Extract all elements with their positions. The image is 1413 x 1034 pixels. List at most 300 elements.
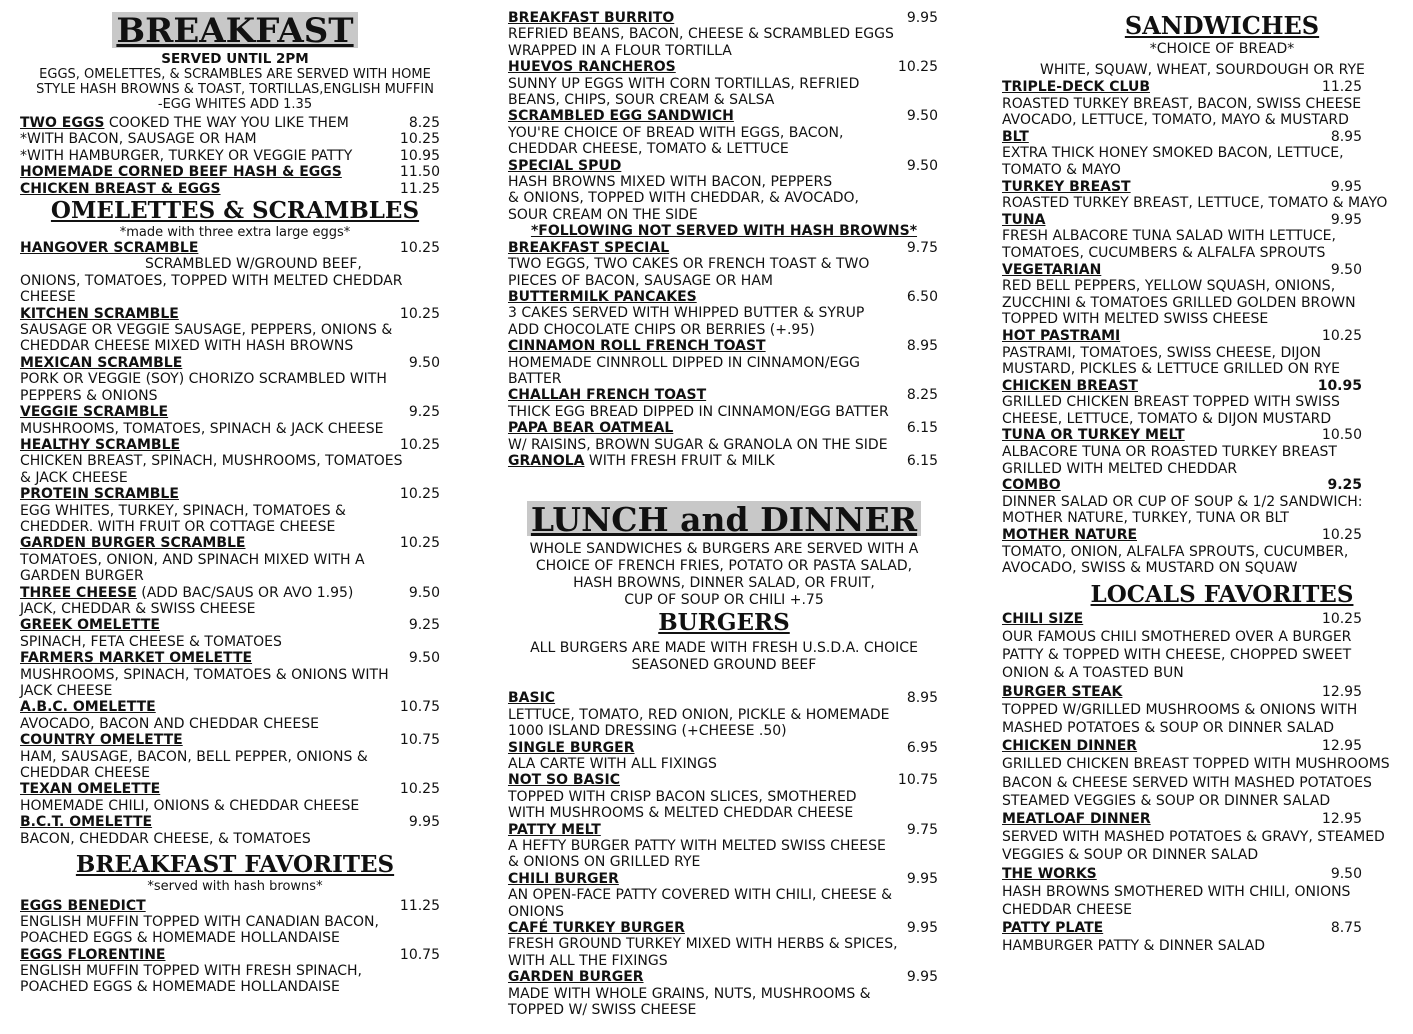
menu-item-title <box>508 387 706 403</box>
item-name: PROTEIN SCRAMBLE <box>20 486 179 503</box>
item-price: 8.75 <box>1330 920 1362 937</box>
column-sandwiches <box>1002 0 1413 1034</box>
menu-item-title <box>20 898 146 914</box>
item-description: BACON, CHEDDAR CHEESE, & TOMATOES <box>20 830 311 847</box>
item-description: EGG WHITES, TURKEY, SPINACH, TOMATOES & <box>20 502 346 519</box>
menu-item-header <box>20 650 440 666</box>
item-name: MEXICAN SCRAMBLE <box>20 354 183 371</box>
sandwiches-title: SANDWICHES <box>1124 11 1320 40</box>
menu-item <box>1002 79 1382 129</box>
menu-item-header <box>20 947 440 963</box>
menu-item <box>20 404 440 437</box>
item-price: 10.25 <box>399 305 440 322</box>
menu-item <box>20 898 440 947</box>
menu-item <box>1002 610 1362 683</box>
menu-item-header <box>1002 212 1382 229</box>
menu-item <box>20 486 440 535</box>
item-description: MOTHER NATURE, TURKEY, TUNA OR BLT <box>1002 510 1289 527</box>
item-price: 8.95 <box>1330 128 1362 145</box>
item-description: FRESH GROUND TURKEY MIXED WITH HERBS & SPICES, <box>508 936 898 953</box>
menu-line <box>20 131 440 147</box>
item-price: 9.95 <box>408 814 440 831</box>
breakfast-note-3: -EGG WHITES ADD 1.35 <box>157 97 313 112</box>
menu-item-title <box>20 355 182 371</box>
menu-item-title <box>20 814 152 830</box>
menu-item-title <box>1002 378 1138 395</box>
menu-item-title <box>20 486 179 502</box>
item-description: ENGLISH MUFFIN TOPPED WITH FRESH SPINACH, <box>20 962 362 979</box>
item-description: CHEDDAR CHEESE, TOMATO & LETTUCE <box>508 141 789 158</box>
item-price: 8.95 <box>906 338 938 355</box>
item-name: CHALLAH FRENCH TOAST <box>508 387 707 404</box>
lunch-header-wrap <box>508 500 940 540</box>
menu-item-header <box>1002 328 1382 345</box>
hash-browns-notice: *FOLLOWING NOT SERVED WITH HASH BROWNS* <box>530 223 918 240</box>
item-description: OUR FAMOUS CHILI SMOTHERED OVER A BURGER <box>1002 629 1352 646</box>
menu-item <box>508 920 938 969</box>
menu-item-header <box>20 585 440 601</box>
item-description: GRILLED CHICKEN BREAST TOPPED WITH SWISS <box>1002 394 1340 411</box>
item-price: 10.25 <box>1321 610 1362 627</box>
item-name: MOTHER NATURE <box>1002 527 1138 544</box>
item-description: MADE WITH WHOLE GRAINS, NUTS, MUSHROOMS & <box>508 985 871 1002</box>
item-description: HASH BROWNS MIXED WITH BACON, PEPPERS <box>508 174 833 191</box>
menu-item <box>1002 810 1385 865</box>
item-description: TWO EGGS, TWO CAKES OR FRENCH TOAST & TWO <box>508 256 870 273</box>
menu-item-title <box>20 617 160 633</box>
item-name: FARMERS MARKET OMELETTE <box>20 650 253 667</box>
item-description: SPINACH, FETA CHEESE & TOMATOES <box>20 633 282 650</box>
item-description: CHICKEN BREAST, SPINACH, MUSHROOMS, TOMATOES <box>20 453 403 470</box>
item-description: HOMEMADE CHILI, ONIONS & CHEDDAR CHEESE <box>20 797 360 814</box>
menu-item-header <box>20 814 440 830</box>
item-name: VEGGIE SCRAMBLE <box>20 404 169 421</box>
item-description: CHEDDAR CHEESE MIXED WITH HASH BROWNS <box>20 338 354 355</box>
menu-item-header <box>508 772 938 788</box>
menu-item-header <box>508 969 938 985</box>
menu-item-title <box>20 699 156 715</box>
item-description: 3 CAKES SERVED WITH WHIPPED BUTTER & SYRUP <box>508 305 865 322</box>
menu-item-header <box>508 420 938 436</box>
item-price: 8.25 <box>906 387 938 404</box>
menu-item-header <box>1002 737 1362 755</box>
menu-item-header <box>20 404 440 420</box>
item-description: TOPPED W/ SWISS CHEESE <box>508 1002 697 1019</box>
item-description: RED BELL PEPPERS, YELLOW SQUASH, ONIONS, <box>1002 278 1336 295</box>
item-price: 9.50 <box>408 584 440 601</box>
item-price: 9.95 <box>906 920 938 937</box>
menu-item <box>508 10 938 59</box>
menu-item-title <box>1002 737 1137 755</box>
item-price: 9.50 <box>1330 261 1362 278</box>
menu-item-header <box>1002 477 1382 494</box>
item-description: HASH BROWNS SMOTHERED WITH CHILI, ONIONS <box>1002 883 1351 900</box>
menu-item-header <box>508 920 938 936</box>
item-price: 9.75 <box>906 239 938 256</box>
lunch-note-4: CUP OF SOUP OR CHILI +.75 <box>624 592 824 609</box>
menu-item-title <box>508 240 669 256</box>
item-name: BREAKFAST SPECIAL <box>508 239 670 256</box>
menu-item-header <box>508 740 938 756</box>
item-description: YOU'RE CHOICE OF BREAD WITH EGGS, BACON, <box>508 124 844 141</box>
menu-item-title <box>1002 179 1131 196</box>
menu-item <box>1002 737 1390 810</box>
menu-item <box>508 158 938 224</box>
item-name: GREEK OMELETTE <box>20 617 160 634</box>
menu-item <box>1002 328 1382 378</box>
menu-item-header <box>1002 262 1382 279</box>
item-description: PIECES OF BACON, SAUSAGE OR HAM <box>508 272 773 289</box>
item-description: DINNER SALAD OR CUP OF SOUP & 1/2 SANDWICH: <box>1002 493 1363 510</box>
item-name: CHILI BURGER <box>508 870 619 887</box>
item-description: & ONIONS, TOPPED WITH CHEDDAR, & AVOCADO, <box>508 190 859 207</box>
item-price: 9.95 <box>906 969 938 986</box>
item-description: PASTRAMI, TOMATOES, SWISS CHEESE, DIJON <box>1002 344 1321 361</box>
menu-item <box>508 338 938 387</box>
lunch-note-2: CHOICE OF FRENCH FRIES, POTATO OR PASTA SALAD, <box>535 558 913 575</box>
item-price: 9.75 <box>906 821 938 838</box>
item-description: TOMATOES, CUCUMBERS & ALFALFA SPROUTS <box>1002 244 1326 261</box>
item-price: 10.25 <box>399 240 440 257</box>
burgers-list <box>508 690 938 1018</box>
menu-item-header <box>20 535 440 551</box>
item-description: MASHED POTATOES & SOUP OR DINNER SALAD <box>1002 720 1335 737</box>
item-name: BREAKFAST BURRITO <box>508 10 675 26</box>
item-description: HOMEMADE CINNROLL DIPPED IN CINNAMON/EGG <box>508 354 861 371</box>
menu-item <box>508 969 938 1018</box>
item-price: 9.25 <box>408 617 440 634</box>
item-description: VEGGIES & SOUP OR DINNER SALAD <box>1002 847 1259 864</box>
menu-item-title <box>1002 79 1150 96</box>
breakfast-title: BREAKFAST <box>112 12 357 48</box>
menu-item <box>20 355 440 404</box>
item-name: CAFÉ TURKEY BURGER <box>508 920 685 937</box>
menu-item-title <box>1002 328 1120 345</box>
menu-item <box>508 240 938 289</box>
omelettes-note: *made with three extra large eggs* <box>119 225 351 241</box>
item-price: 11.50 <box>399 164 440 181</box>
menu-item <box>508 108 938 157</box>
item-description: CHEESE, LETTUCE, TOMATO & DIJON MUSTARD <box>1002 410 1332 427</box>
menu-item-title <box>1002 610 1083 628</box>
menu-item-title <box>1002 683 1122 701</box>
column-breakfast <box>20 0 450 1034</box>
item-description: PATTY & TOPPED WITH CHEESE, CHOPPED SWEET <box>1002 647 1352 664</box>
item-price: 9.25 <box>408 404 440 421</box>
menu-item-title <box>508 920 685 936</box>
item-price: 10.25 <box>1321 527 1362 544</box>
item-name: TUNA OR TURKEY MELT <box>1002 427 1185 444</box>
menu-item-header <box>1002 919 1362 937</box>
menu-item-header <box>1002 129 1382 146</box>
item-description: SUNNY UP EGGS WITH CORN TORTILLAS, REFRIED <box>508 75 860 92</box>
item-description: AVOCADO, LETTUCE, TOMATO, MAYO & MUSTARD <box>1002 112 1349 129</box>
item-desc-inline: COOKED THE WAY YOU LIKE THEM <box>104 115 349 131</box>
menu-item-header <box>20 732 440 748</box>
item-price: 6.50 <box>906 288 938 305</box>
menu-line <box>20 148 440 164</box>
item-name: TRIPLE-DECK CLUB <box>1002 79 1151 95</box>
menu-item-header <box>1002 610 1362 628</box>
item-description: TOPPED WITH MELTED SWISS CHEESE <box>1002 311 1269 328</box>
menu-item <box>20 699 440 732</box>
sandwiches-note-2: WHITE, SQUAW, WHEAT, SOURDOUGH OR RYE <box>1040 62 1365 78</box>
menu-item-title <box>508 453 775 469</box>
item-description: BATTER <box>508 370 562 387</box>
item-description: A HEFTY BURGER PATTY WITH MELTED SWISS CHEESE <box>508 838 886 855</box>
menu-item-title <box>508 822 601 838</box>
item-name: PATTY PLATE <box>1002 920 1104 937</box>
menu-item-title <box>20 650 252 666</box>
item-description: WITH ALL THE FIXINGS <box>508 952 668 969</box>
item-price: 11.25 <box>1321 79 1362 95</box>
menu-item <box>508 420 938 453</box>
item-description: ONION & A TOASTED BUN <box>1002 665 1184 682</box>
item-description: GARDEN BURGER <box>20 568 144 585</box>
item-description: TOPPED W/GRILLED MUSHROOMS & ONIONS WITH <box>1002 701 1358 718</box>
item-description: JACK CHEESE <box>20 683 113 699</box>
locals-list <box>1002 610 1390 956</box>
item-price: 10.75 <box>399 732 440 749</box>
item-description: LETTUCE, TOMATO, RED ONION, PICKLE & HOMEMADE <box>508 706 890 723</box>
menu-item <box>1002 427 1382 477</box>
menu-line <box>20 115 440 131</box>
sandwiches-list <box>1002 79 1388 577</box>
menu-item-title <box>1002 129 1029 146</box>
item-description: WITH MUSHROOMS & MELTED CHEDDAR CHEESE <box>508 805 854 822</box>
item-description: WRAPPED IN A FLOUR TORTILLA <box>508 42 732 59</box>
menu-item-title <box>1002 427 1185 444</box>
item-name: BASIC <box>508 690 556 707</box>
menu-item <box>1002 212 1382 262</box>
menu-item-title <box>508 10 674 26</box>
item-price: 10.50 <box>1321 427 1362 444</box>
menu-item-header <box>20 240 440 256</box>
breakfast-favorites-list <box>20 898 440 995</box>
menu-item-title <box>1002 212 1045 229</box>
menu-item-header <box>20 306 440 322</box>
breakfast-more-list <box>508 10 938 223</box>
menu-item-header <box>20 699 440 715</box>
item-price: 10.25 <box>399 535 440 552</box>
menu-item-title <box>1002 527 1137 544</box>
item-name: CHICKEN BREAST & EGGS <box>20 180 221 197</box>
menu-item <box>508 387 938 420</box>
menu-item <box>20 240 440 306</box>
item-name: PAPA BEAR OATMEAL <box>508 420 674 437</box>
menu-item-header <box>508 108 938 124</box>
menu-item <box>508 822 938 871</box>
item-price: 10.25 <box>399 131 440 148</box>
menu-item-header <box>508 59 938 75</box>
menu-item <box>1002 477 1382 527</box>
item-price: 10.25 <box>399 781 440 798</box>
item-description: JACK, CHEDDAR & SWISS CHEESE <box>20 600 256 617</box>
item-name: TURKEY BREAST <box>1002 178 1131 195</box>
item-description: BACON & CHEESE SERVED WITH MASHED POTATOES <box>1002 774 1372 791</box>
item-name: CHICKEN BREAST <box>1002 377 1138 394</box>
item-description: BEANS, CHIPS, SOUR CREAM & SALSA <box>508 92 775 109</box>
menu-item-header <box>1002 527 1382 544</box>
locals-title: LOCALS FAVORITES <box>1090 580 1354 608</box>
breakfast-lines <box>20 115 440 197</box>
item-name: NOT SO BASIC <box>508 772 620 789</box>
item-description: SOUR CREAM ON THE SIDE <box>508 206 698 223</box>
item-name: SCRAMBLED EGG SANDWICH <box>508 108 734 125</box>
menu-item <box>1002 919 1362 955</box>
item-price: 11.25 <box>399 898 440 915</box>
menu-item <box>20 781 440 814</box>
menu-item <box>20 650 440 699</box>
item-description: ALBACORE TUNA OR ROASTED TURKEY BREAST <box>1002 444 1337 461</box>
item-desc-inline: *WITH BACON, SAUSAGE OR HAM <box>20 131 257 148</box>
item-price: 10.25 <box>399 436 440 453</box>
item-description: TOMATOES, ONION, AND SPINACH MIXED WITH A <box>20 551 365 568</box>
lunch-note-3: HASH BROWNS, DINNER SALAD, OR FRUIT, <box>573 575 875 592</box>
item-name: HUEVOS RANCHEROS <box>508 59 676 76</box>
menu-item-title <box>508 59 676 75</box>
menu-item <box>20 732 440 781</box>
item-description: MUSHROOMS, SPINACH, TOMATOES & ONIONS WITH <box>20 666 389 683</box>
menu-item <box>20 535 440 584</box>
item-extra: (ADD BAC/SAUS OR AVO 1.95) <box>136 584 354 601</box>
item-name: HANGOVER SCRAMBLE <box>20 240 199 257</box>
item-description: STEAMED VEGGIES & SOUP OR DINNER SALAD <box>1002 792 1331 809</box>
menu-item-title <box>508 108 734 124</box>
item-extra: WITH FRESH FRUIT & MILK <box>584 452 775 469</box>
menu-item-header <box>20 437 440 453</box>
item-name: CINNAMON ROLL FRENCH TOAST <box>508 338 766 355</box>
menu-item-title <box>508 420 673 436</box>
item-description: CHEESE <box>20 289 76 306</box>
item-desc-inline: *WITH HAMBURGER, TURKEY OR VEGGIE PATTY <box>20 147 353 164</box>
item-price: 9.50 <box>408 650 440 667</box>
item-name: TUNA <box>1002 211 1046 228</box>
lunch-notes <box>508 541 940 609</box>
item-description: FRESH ALBACORE TUNA SALAD WITH LETTUCE, <box>1002 228 1336 245</box>
item-name: HOMEMADE CORNED BEEF HASH & EGGS <box>20 164 342 181</box>
menu-item-title <box>508 338 766 354</box>
menu-item-title <box>508 690 555 706</box>
menu-item <box>20 585 440 618</box>
menu-item <box>508 289 938 338</box>
column-middle <box>508 0 940 1034</box>
menu-item-title <box>20 947 166 963</box>
menu-item-header <box>1002 179 1382 196</box>
breakfast-nohash-list <box>508 240 938 470</box>
item-description: THICK EGG BREAD DIPPED IN CINNAMON/EGG BATTER <box>508 403 889 420</box>
item-description: HAM, SAUSAGE, BACON, BELL PEPPER, ONIONS & <box>20 748 368 765</box>
menu-item-title <box>20 781 160 797</box>
item-name: SPECIAL SPUD <box>508 157 622 174</box>
item-price: 9.95 <box>906 870 938 887</box>
menu-item-title <box>508 871 619 887</box>
item-price: 9.50 <box>906 108 938 125</box>
burgers-note-2: SEASONED GROUND BEEF <box>631 657 817 674</box>
item-price: 12.95 <box>1321 811 1362 828</box>
item-name: BLT <box>1002 128 1029 145</box>
item-price: 10.95 <box>1317 377 1362 394</box>
item-description: SCRAMBLED W/GROUND BEEF, <box>145 256 362 273</box>
item-description: ONIONS, TOMATOES, TOPPED WITH MELTED CHEDDAR <box>20 272 403 289</box>
item-price: 6.95 <box>906 739 938 756</box>
item-description: SERVED WITH MASHED POTATOES & GRAVY, STEAMED <box>1002 829 1385 846</box>
item-description: ROASTED TURKEY BREAST, BACON, SWISS CHEESE <box>1002 95 1362 112</box>
item-price: 9.25 <box>1327 477 1362 494</box>
item-description: CHEDDER. WITH FRUIT OR COTTAGE CHEESE <box>20 518 336 535</box>
item-price: 10.75 <box>897 772 938 789</box>
item-description: ROASTED TURKEY BREAST, LETTUCE, TOMATO & MAYO <box>1002 195 1388 212</box>
item-name: COUNTRY OMELETTE <box>20 732 183 749</box>
item-name: THREE CHEESE <box>20 584 137 601</box>
item-name: B.C.T. OMELETTE <box>20 814 153 831</box>
menu-item <box>1002 178 1388 212</box>
menu-item-header <box>1002 865 1362 883</box>
item-price: 8.25 <box>408 115 440 131</box>
item-description: ALA CARTE WITH ALL FIXINGS <box>508 756 717 772</box>
menu-item <box>1002 262 1382 328</box>
item-description: ADD CHOCOLATE CHIPS OR BERRIES (+.95) <box>508 321 815 338</box>
item-name: A.B.C. OMELETTE <box>20 699 156 716</box>
item-name: THE WORKS <box>1002 865 1097 882</box>
menu-item <box>20 306 440 355</box>
item-name: COMBO <box>1002 477 1061 494</box>
item-description: POACHED EGGS & HOMEMADE HOLLANDAISE <box>20 979 340 996</box>
item-price: 12.95 <box>1321 683 1362 700</box>
item-description: MUSTARD, PICKLES & LETTUCE GRILLED ON RYE <box>1002 361 1340 378</box>
item-price: 9.50 <box>906 157 938 174</box>
menu-item-title <box>20 437 180 453</box>
menu-item-title <box>508 969 644 985</box>
menu-item-title <box>1002 810 1151 828</box>
menu-item <box>1002 378 1382 428</box>
menu-item <box>508 772 938 821</box>
breakfast-favorites-note: *served with hash browns* <box>147 879 323 895</box>
item-description: ENGLISH MUFFIN TOPPED WITH CANADIAN BACON, <box>20 914 379 931</box>
menu-item <box>1002 865 1362 920</box>
item-description: W/ RAISINS, BROWN SUGAR & GRANOLA ON THE SIDE <box>508 436 888 453</box>
menu-item <box>20 437 440 486</box>
lunch-note-1: WHOLE SANDWICHES & BURGERS ARE SERVED WITH A <box>529 541 919 558</box>
item-name: CHICKEN DINNER <box>1002 738 1138 755</box>
omelettes-list <box>20 240 440 847</box>
item-price: 6.15 <box>906 452 938 469</box>
item-description: SAUSAGE OR VEGGIE SAUSAGE, PEPPERS, ONIONS & <box>20 322 393 339</box>
menu-item-header <box>20 617 440 633</box>
menu-item-header <box>508 453 938 469</box>
item-price: 10.25 <box>1321 327 1362 344</box>
item-description: GRILLED CHICKEN BREAST TOPPED WITH MUSHROOMS <box>1002 756 1390 773</box>
menu-item-title <box>20 240 198 256</box>
item-description: TOPPED WITH CRISP BACON SLICES, SMOTHERED <box>508 788 857 805</box>
menu-item-header <box>508 871 938 887</box>
menu-line <box>20 181 440 197</box>
item-price: 9.95 <box>1330 211 1362 228</box>
menu-item-header <box>1002 427 1382 444</box>
item-description: ONIONS <box>508 903 564 920</box>
item-description: CHEDDAR CHEESE <box>20 765 150 782</box>
burgers-notes <box>508 640 940 674</box>
item-description: PEPPERS & ONIONS <box>20 387 158 404</box>
burgers-note-1: ALL BURGERS ARE MADE WITH FRESH U.S.D.A. CHOICE <box>530 640 918 657</box>
served-until: SERVED UNTIL 2PM <box>161 51 309 67</box>
item-description: MUSHROOMS, TOMATOES, SPINACH & JACK CHEESE <box>20 420 384 437</box>
item-price: 9.95 <box>906 10 938 26</box>
menu-item <box>508 740 938 773</box>
item-price: 10.75 <box>399 946 440 963</box>
menu-item-title <box>20 404 168 420</box>
item-name: HOT PASTRAMI <box>1002 327 1121 344</box>
